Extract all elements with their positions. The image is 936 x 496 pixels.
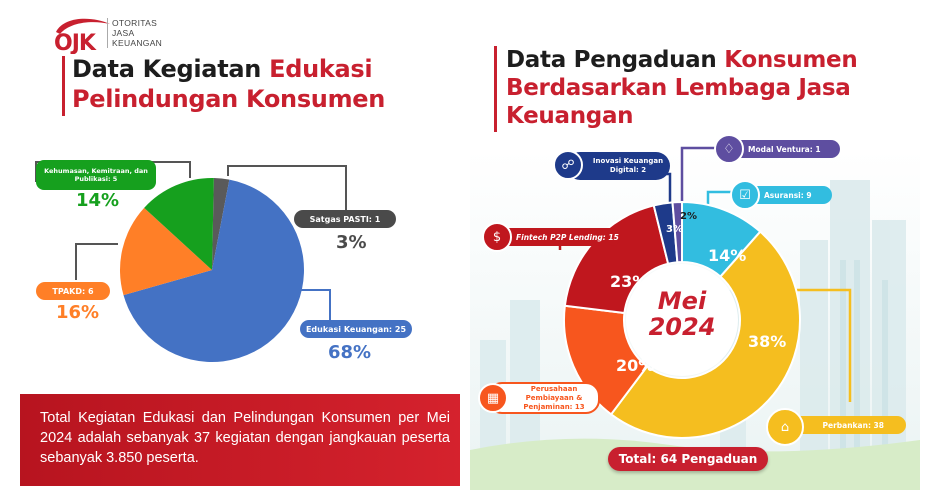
pct-edukasi: 68% xyxy=(328,342,372,363)
label-modal-ventura: Modal Ventura: 1 xyxy=(722,140,840,158)
pct-perbankan: 38% xyxy=(748,332,787,351)
leader-line-edukasi xyxy=(300,290,330,320)
logo-line-2: JASA xyxy=(112,28,135,38)
label-asuransi: Asuransi: 9 xyxy=(738,186,832,204)
logo-divider xyxy=(107,18,108,48)
label-fintech: Fintech P2P Lending: 15 xyxy=(490,228,620,246)
pct-satgas: 3% xyxy=(336,232,367,253)
ojk-logo-icon xyxy=(52,14,112,54)
label-edukasi: Edukasi Keuangan: 25 xyxy=(300,320,412,338)
left-title xyxy=(72,54,385,114)
right-title-line2: Berdasarkan Lembaga Jasa xyxy=(506,75,851,101)
label-inovasi: Inovasi Keuangan Digital: 2 xyxy=(566,152,670,180)
insurance-icon: ☑ xyxy=(730,180,760,210)
summary-text: Total Kegiatan Edukasi dan Pelindungan Konsumen per Mei 2024 adalah sebanyak 37 kegiatan dengan jangkauan peserta sebanyak 3.850 peserta. xyxy=(40,410,450,466)
left-title-part2: Edukasi xyxy=(269,55,373,83)
right-title-part1: Data Pengaduan xyxy=(506,47,725,73)
donut-center-label xyxy=(632,288,732,340)
logo-wordmark xyxy=(112,18,162,48)
right-title-part2: Konsumen xyxy=(724,47,858,73)
bank-icon: ⌂ xyxy=(766,408,804,446)
label-perbankan: Perbankan: 38 xyxy=(776,416,906,434)
pct-inovasi: 3% xyxy=(666,224,683,235)
left-title-part1: Data Kegiatan xyxy=(72,55,270,83)
logo-line-1: OTORITAS xyxy=(112,18,158,28)
digital-icon: ☍ xyxy=(553,150,583,180)
building-icon: ▦ xyxy=(478,383,508,413)
pct-tpakd: 16% xyxy=(56,302,100,323)
logo-line-3: KEUANGAN xyxy=(112,38,163,48)
right-title-line3: Keuangan xyxy=(506,103,634,129)
money-hand-icon: $ xyxy=(482,222,512,252)
pct-perusahaan: 20% xyxy=(616,356,655,375)
pct-modal-ventura: 2% xyxy=(680,211,697,222)
total-complaints-badge: Total: 64 Pengaduan xyxy=(608,447,768,471)
leader-line-tpakd xyxy=(76,244,118,280)
donut-center-year: 2024 xyxy=(648,313,716,341)
donut-center-month: Mei xyxy=(657,287,707,315)
right-title-bar xyxy=(494,46,497,132)
fund-icon: ♢ xyxy=(714,134,744,164)
label-kehumasan xyxy=(36,160,156,190)
right-title xyxy=(506,46,857,130)
svg-text:OJK: OJK xyxy=(54,31,95,54)
left-title-bar xyxy=(62,56,65,116)
label-perusahaan: Perusahaan Pembiayaan & Penjaminan: 13 xyxy=(488,382,600,414)
label-tpakd: TPAKD: 6 xyxy=(36,282,110,300)
pct-asuransi: 14% xyxy=(708,246,747,265)
pct-kehumasan: 14% xyxy=(76,190,120,211)
label-satgas: Satgas PASTI: 1 xyxy=(294,210,396,228)
left-title-line2: Pelindungan Konsumen xyxy=(72,85,386,113)
label-kehumasan-text: Kehumasan, Kemitraan, dan Publikasi: 5 xyxy=(44,167,148,183)
summary-box xyxy=(20,394,460,486)
pct-fintech: 23% xyxy=(610,272,649,291)
